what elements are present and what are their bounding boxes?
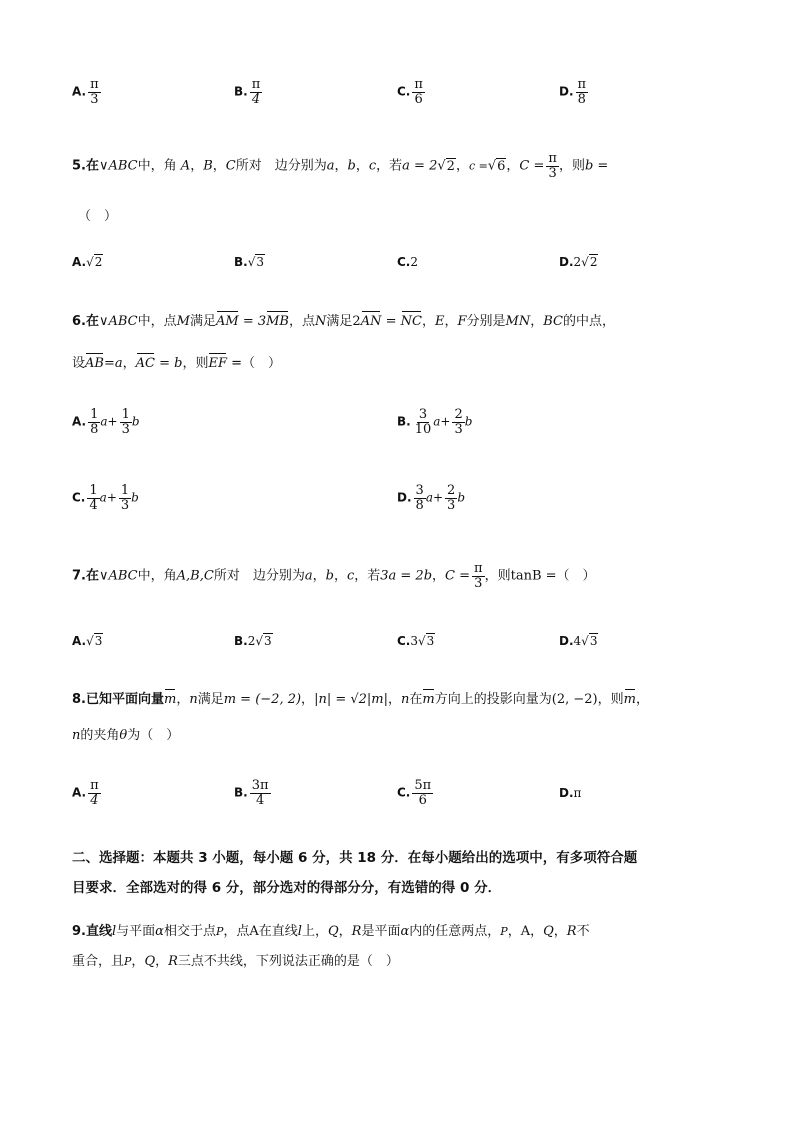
vector-m: m	[163, 692, 177, 707]
coefficient: 3	[410, 634, 419, 648]
denominator: 3	[121, 421, 130, 437]
value: 2	[410, 255, 419, 269]
sqrt: √6	[487, 158, 506, 174]
q4-option-c[interactable]	[397, 78, 425, 106]
numerator: π	[414, 77, 423, 92]
sqrt: √3	[418, 634, 435, 648]
vector-m: m	[422, 692, 435, 707]
var-c: c	[346, 568, 355, 584]
equals: = 3	[238, 314, 267, 329]
plus: +	[440, 414, 451, 429]
line-l: l	[297, 924, 302, 939]
plane-alpha: α	[400, 924, 410, 939]
denominator: 8	[577, 91, 586, 107]
text: 重合，且	[72, 954, 125, 969]
option-label: B.	[234, 84, 248, 99]
numerator: π	[474, 561, 483, 576]
fraction	[413, 408, 434, 436]
text: 在	[409, 692, 423, 707]
fraction	[546, 152, 559, 180]
fraction	[412, 779, 433, 807]
radicand: 2	[446, 158, 455, 174]
sep: ，	[506, 158, 520, 174]
text: 中，角	[137, 158, 177, 174]
ask: tanB =	[510, 568, 557, 584]
point-q: Q	[327, 924, 339, 939]
q6-stem-line2	[72, 352, 281, 371]
fraction	[445, 484, 457, 512]
numerator: π	[577, 77, 587, 92]
numerator: π	[90, 778, 99, 793]
var-b: b	[347, 158, 356, 174]
text: ，	[444, 314, 458, 329]
text: 三点不共线，下列说法正确的是（ ）	[177, 954, 399, 969]
radicand: 3	[94, 634, 103, 648]
text: 设	[72, 356, 86, 371]
condition-angle-c: C =	[445, 568, 471, 584]
q6-option-c[interactable]	[72, 484, 139, 512]
option-label: C.	[397, 255, 411, 269]
q6-number: 6.在	[72, 314, 99, 329]
radicand: 3	[426, 634, 435, 648]
numerator: 1	[89, 483, 98, 498]
point-p: P	[500, 925, 508, 938]
q5-option-d[interactable]	[559, 255, 598, 269]
equals-b: = b	[154, 356, 183, 371]
text: 在直线	[258, 924, 298, 939]
text: 中，角	[137, 568, 177, 584]
numerator: 3π	[251, 778, 269, 793]
fraction	[414, 484, 426, 512]
q7-stem: 7.在∨ABC中，角A,B,C所对 边分别为a，b，c，若3a = 2b，C = $\frac{\pi}{3}$ ，则tanB =（ ）	[72, 561, 596, 591]
point-q: Q	[543, 924, 554, 939]
fraction	[119, 484, 131, 512]
theta: θ	[119, 728, 128, 743]
angles: A,B,C	[176, 568, 214, 584]
vector-a: a	[99, 490, 107, 505]
text: 内的任意两点，	[409, 924, 501, 939]
text: ，则	[484, 568, 511, 584]
option-label: A.	[72, 634, 87, 648]
vector-a: a	[425, 490, 433, 505]
var-a: a	[304, 568, 313, 584]
vector-ef: EF	[208, 356, 227, 371]
sqrt: √3	[247, 255, 265, 269]
text: ，若	[376, 158, 403, 174]
point-m: M	[176, 314, 190, 329]
option-label: C.	[397, 634, 411, 648]
option-label: C.	[72, 490, 86, 505]
text: =（ ）	[227, 356, 282, 371]
fraction	[120, 408, 132, 436]
text: 所对 边分别为	[235, 158, 327, 174]
sqrt: √2	[581, 255, 598, 269]
denominator: 3	[454, 421, 463, 437]
plus: +	[107, 414, 118, 429]
denominator: 4	[89, 497, 98, 513]
option-label: A.	[72, 255, 87, 269]
option-label: B.	[234, 785, 248, 800]
fraction	[472, 562, 485, 590]
text: 相交于点	[163, 924, 216, 939]
condition-a: a = 2	[402, 158, 438, 174]
q5-option-a[interactable]	[72, 255, 103, 269]
coefficient: 2	[352, 314, 361, 329]
point-e: E	[434, 314, 445, 329]
condition: 3a = 2b	[380, 568, 433, 584]
denominator: 4	[255, 792, 265, 808]
text: 方向上的投影向量为	[434, 692, 552, 707]
option-label: D.	[397, 490, 412, 505]
q5-answer-paren: （ ）	[78, 209, 118, 224]
q7-option-b[interactable]	[234, 634, 273, 648]
vector-ac: AC	[135, 356, 155, 371]
radicand: 2	[589, 255, 598, 269]
numerator: 5π	[414, 778, 432, 793]
text: 分别是	[466, 314, 506, 329]
q8-option-b[interactable]	[234, 779, 271, 807]
line-l: l	[111, 924, 117, 939]
denominator: 8	[415, 497, 424, 513]
denominator: 3	[447, 497, 456, 513]
numerator: 1	[121, 407, 130, 422]
q4-option-d[interactable]	[559, 78, 588, 106]
vector-m: m	[623, 692, 636, 707]
numerator: 2	[454, 407, 463, 422]
sep: ，	[212, 158, 226, 174]
equals-a: =a	[103, 356, 123, 371]
text: 中，点	[137, 314, 177, 329]
vector-b: b	[464, 414, 473, 429]
text: ，则	[182, 356, 209, 371]
fraction	[88, 408, 100, 436]
value: π	[573, 786, 582, 800]
equals: =	[381, 314, 401, 329]
q5-number: 5.在	[72, 158, 99, 174]
vector-b: b	[131, 414, 140, 429]
denominator: 3	[120, 497, 130, 513]
section-2-heading-line2: 目要求．全部选对的得 6 分，部分选对的得部分分，有选错的得 0 分．	[72, 880, 502, 896]
vector-n: n	[401, 692, 410, 707]
option-label: A.	[72, 785, 87, 800]
sep: ，	[334, 158, 348, 174]
q8-option-c[interactable]	[397, 779, 433, 807]
radicand: 3	[256, 255, 265, 269]
vector-n: n	[72, 728, 81, 743]
text: ，则	[597, 692, 624, 707]
var-c-upper: C	[225, 158, 236, 174]
text: 与平面	[116, 924, 156, 939]
q6-stem-line1	[72, 310, 615, 329]
q9-stem-line1: 9.直线l与平面α相交于点P，点A在直线l上，Q，R是平面α内的任意两点，P，A，Q，R不	[72, 924, 590, 939]
q7-option-c[interactable]	[397, 634, 435, 648]
option-label: C.	[397, 84, 411, 99]
vector-a: a	[433, 414, 441, 429]
point-r: R	[168, 954, 178, 969]
sqrt: √3	[581, 634, 598, 648]
q8-stem-line2	[72, 724, 179, 743]
vector-nc: NC	[400, 314, 422, 329]
numerator: π	[90, 77, 99, 92]
numerator: 1	[90, 407, 99, 422]
numerator: π	[548, 151, 557, 166]
numerator: 2	[447, 483, 456, 498]
denominator: 3	[548, 165, 557, 181]
point-a: A	[249, 924, 259, 939]
point-p: P	[215, 925, 224, 938]
fraction	[88, 779, 101, 807]
option-label: A.	[72, 414, 87, 429]
segment-mn: MN	[505, 314, 531, 329]
vector-mb: MB	[266, 314, 289, 329]
sqrt: √2	[86, 255, 103, 269]
q4-option-b[interactable]	[234, 78, 262, 106]
text: ，	[421, 314, 435, 329]
sep: ，	[455, 158, 469, 174]
text: ，	[530, 314, 544, 329]
text: 的夹角	[80, 728, 120, 743]
denominator: 3	[474, 575, 483, 591]
q4-option-a[interactable]	[72, 78, 101, 106]
q5-option-c[interactable]	[397, 255, 418, 269]
text: 上，	[301, 924, 328, 939]
option-label: A.	[72, 84, 87, 99]
text: 不	[576, 924, 590, 939]
radicand: 3	[264, 634, 272, 648]
q7-number: 7.在	[72, 568, 99, 584]
point-q: Q	[144, 954, 156, 969]
q8-option-d[interactable]	[559, 786, 581, 800]
triangle-abc: ∨ABC	[98, 158, 138, 174]
text: ，点	[289, 314, 316, 329]
vector-n: n	[189, 692, 198, 707]
text: 满足	[189, 314, 216, 329]
text: 为（ ）	[127, 728, 180, 743]
vector-an: AN	[360, 314, 382, 329]
var-a-upper: A	[180, 158, 191, 174]
q7-option-a[interactable]	[72, 634, 103, 648]
vector-ab: AB	[85, 356, 104, 371]
vector-am: AM	[215, 314, 239, 329]
option-label: D.	[559, 255, 574, 269]
fraction	[250, 78, 263, 106]
denominator: 4	[251, 91, 261, 107]
text: 满足	[197, 692, 224, 707]
q6-option-b[interactable]	[397, 408, 472, 436]
fraction	[250, 779, 271, 807]
answer-paren: （ ）	[556, 568, 596, 584]
q5-option-b[interactable]	[234, 255, 265, 269]
point-r: R	[566, 924, 577, 939]
q8-stem-line1: 8.已知平面向量m，n满足m = (−2, 2)，|n| = √2|m|，n在m方向上的投影向量为(2, −2)，则m，	[72, 692, 649, 707]
q9-number: 9.直线	[72, 924, 112, 939]
var-b-upper: B	[203, 158, 213, 174]
q6-option-a[interactable]	[72, 408, 140, 436]
plus: +	[106, 490, 117, 505]
text: 的中点，	[562, 314, 615, 329]
text: ，若	[354, 568, 381, 584]
triangle-abc: ∨ABC	[98, 568, 138, 584]
coefficient: 4	[573, 634, 582, 648]
denominator: 6	[414, 91, 423, 107]
numerator: 3	[418, 407, 428, 422]
vector-b: b	[131, 490, 139, 505]
denominator: 10	[414, 421, 432, 437]
q5-stem	[72, 152, 608, 180]
text: ，点	[223, 924, 250, 939]
option-label: D.	[559, 634, 574, 648]
numerator: 1	[120, 483, 130, 498]
point-f: F	[457, 314, 467, 329]
q6-option-d[interactable]	[397, 484, 465, 512]
denominator: 4	[90, 792, 99, 808]
condition-angle-c: C =	[519, 158, 545, 174]
m-value: m = (−2, 2)	[223, 692, 302, 707]
var-b: b	[325, 568, 334, 584]
option-label: B.	[234, 634, 248, 648]
var-a: a	[326, 158, 335, 174]
sep: ，	[355, 158, 369, 174]
fraction	[87, 484, 99, 512]
numerator: π	[251, 77, 261, 92]
q9-stem-line2: 重合，且P，Q，R三点不共线，下列说法正确的是（ ）	[72, 954, 399, 969]
modulus-condition: |n| = √2|m|	[314, 692, 388, 707]
text: ，则	[558, 158, 585, 174]
vector-a: a	[100, 414, 108, 429]
coefficient: 2	[247, 634, 256, 648]
plus: +	[432, 490, 444, 505]
option-label: B.	[397, 414, 411, 429]
radicand: 2	[94, 255, 103, 269]
numerator: 3	[415, 483, 424, 498]
text: 所对 边分别为	[213, 568, 305, 584]
radicand: 3	[589, 634, 598, 648]
coefficient: 2	[573, 255, 582, 269]
fraction	[88, 78, 101, 106]
fraction	[576, 78, 589, 106]
option-label: D.	[559, 786, 574, 800]
text: 满足	[326, 314, 353, 329]
fraction	[452, 408, 464, 436]
text: 是平面	[361, 924, 401, 939]
condition-c: c =	[468, 159, 488, 173]
sep: ，	[190, 158, 204, 174]
section-2-heading-line1: 二、选择题：本题共 3 小题，每小题 6 分，共 18 分．在每小题给出的选项中，有多项符合题	[72, 850, 638, 866]
q7-option-d[interactable]	[559, 634, 598, 648]
point-n: N	[315, 314, 327, 329]
denominator: 8	[90, 421, 99, 437]
q8-number: 8.已知平面向量	[72, 692, 164, 707]
sqrt: √3	[86, 634, 103, 648]
point-a: A	[520, 924, 531, 939]
projection-vector: (2, −2)	[551, 692, 598, 707]
q8-option-a[interactable]	[72, 779, 101, 807]
segment-bc: BC	[543, 314, 563, 329]
denominator: 6	[418, 792, 427, 808]
denominator: 3	[90, 91, 99, 107]
radicand: 6	[497, 158, 506, 174]
triangle-abc: ∨ABC	[98, 314, 138, 329]
option-label: B.	[234, 255, 248, 269]
fraction	[412, 78, 425, 106]
text: ，	[122, 356, 136, 371]
sqrt: √2	[437, 158, 455, 174]
sqrt: √3	[255, 634, 272, 648]
option-label: C.	[397, 785, 411, 800]
vector-b: b	[457, 490, 465, 505]
var-c: c	[368, 158, 377, 174]
option-label: D.	[559, 84, 574, 99]
point-p: P	[124, 955, 132, 968]
point-r: R	[351, 924, 362, 939]
ask: b =	[584, 158, 609, 174]
plane-alpha: α	[155, 924, 164, 939]
